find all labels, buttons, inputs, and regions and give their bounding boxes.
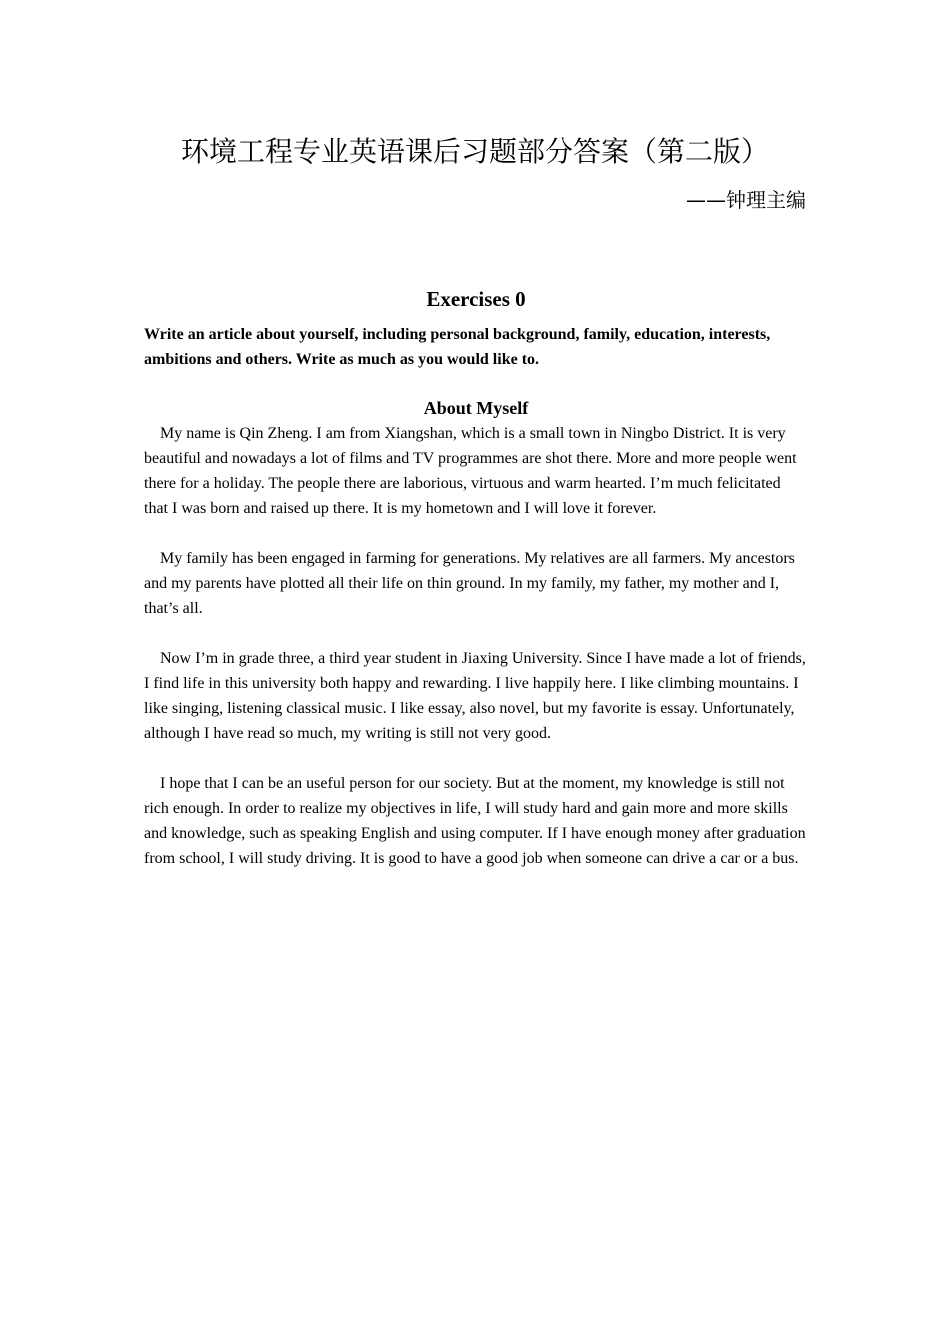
essay-title: About Myself	[423, 398, 529, 418]
essay-paragraph: My name is Qin Zheng. I am from Xiangshan, which is a small town in Ningbo District. It is very beautiful and nowadays a lot of films and TV programmes are shot there. More and more people went there for a holiday. The people there are laborious, virtuous and warm hearted. I’m much felicitated that I was born and raised up there. It is my hometown and I will love it forever.	[144, 425, 797, 517]
essay-paragraph: Now I’m in grade three, a third year student in Jiaxing University. Since I have made a lot of friends, I find life in this university both happy and rewarding. I live happily here. I like climbing mountains. I like singing, listening classical music. I like essay, also novel, but my favorite is essay. Unfortunately, although I have read so much, my writing is still not very good.	[144, 650, 806, 742]
document-editor-credit: ——钟理主编	[686, 188, 806, 212]
document-title: 环境工程专业英语课后习题部分答案（第二版）	[180, 135, 769, 168]
exercise-heading: Exercises 0	[426, 287, 526, 311]
essay-paragraph: I hope that I can be an useful person for our society. But at the moment, my knowledge is still not rich enough. In order to realize my objectives in life, I will study hard and gain more and more skills and knowledge, such as speaking English and using computer. If I have enough money after graduation from school, I will study driving. It is good to have a good job when someone can drive a car or a bus.	[144, 775, 806, 867]
document-body	[144, 284, 808, 896]
essay-paragraph: My family has been engaged in farming for generations. My relatives are all farmers. My ancestors and my parents have plotted all their life on thin ground. In my family, my father, my mother and I, that’s all.	[144, 550, 795, 617]
exercise-instructions: Write an article about yourself, including personal background, family, education, interests, ambitions and others. Write as much as you would like to.	[144, 326, 771, 368]
